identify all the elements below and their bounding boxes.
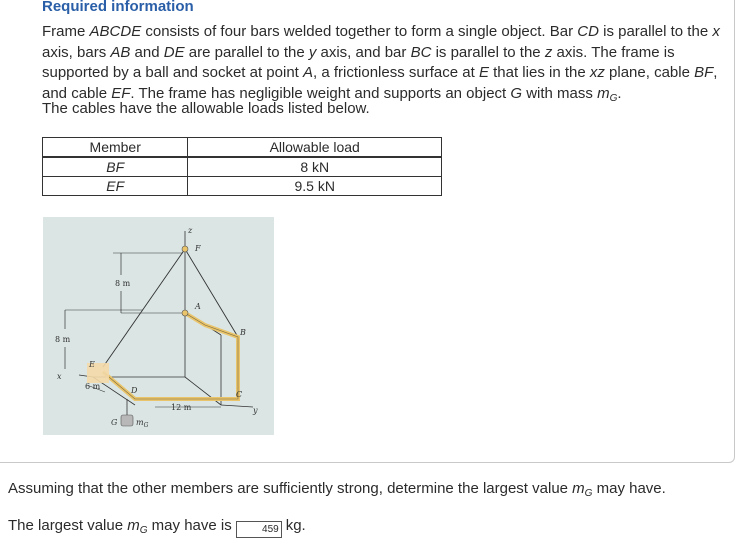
table-header-member: Member xyxy=(43,138,188,158)
table-cell-load: 8 kN xyxy=(188,157,442,177)
problem-paragraph: Frame ABCDE consists of four bars welded together to form a single object. Bar CD is parallel to the x axis, bars AB and DE are parallel to the y axis, and bar BC is parallel to the z axis. The frame is supported by a ball and socket at point A, a frictionless surface at E that lies in the xz plane, cable BF, and cable EF. The frame has negligible weight and supports an object G with mass $m_G$. xyxy=(42,23,720,104)
dim-left-label: 8 m xyxy=(55,335,71,344)
point-c-label: C xyxy=(236,390,243,399)
dim-6-label: 6 m xyxy=(85,382,101,391)
x-axis-label: x xyxy=(57,372,62,381)
section-heading: Required information xyxy=(42,0,194,15)
point-e-label: E xyxy=(89,360,95,369)
mass-label: $m_G$ xyxy=(136,418,149,429)
table-cell-member: EF xyxy=(43,177,188,196)
point-a-label: A xyxy=(195,302,201,311)
table-cell-member: BF xyxy=(43,157,188,177)
allowable-load-table xyxy=(42,137,442,196)
table-row xyxy=(43,157,442,177)
answer-line: The largest value $m_G$ may have is 459 kg. xyxy=(8,517,306,536)
table-cell-load: 9.5 kN xyxy=(188,177,442,196)
answer-input[interactable]: 459 xyxy=(236,521,282,538)
dim-top-label: 8 m xyxy=(115,279,131,288)
dim-12-label: 12 m xyxy=(171,403,192,412)
object-g-label: G xyxy=(111,418,118,427)
question-text: Assuming that the other members are sufficiently strong, determine the largest value $m_G$ may have. xyxy=(8,480,666,499)
frame-figure xyxy=(43,217,274,435)
table-row xyxy=(43,177,442,196)
cables-note: The cables have the allowable loads listed below. xyxy=(42,100,370,117)
answer-unit: kg. xyxy=(285,517,306,534)
table-header-load: Allowable load xyxy=(188,138,442,158)
point-b-label: B xyxy=(240,328,246,337)
point-f-label: F xyxy=(195,244,201,253)
y-axis-label: y xyxy=(253,406,258,415)
point-d-label: D xyxy=(131,386,138,395)
z-axis-label: z xyxy=(188,226,193,235)
